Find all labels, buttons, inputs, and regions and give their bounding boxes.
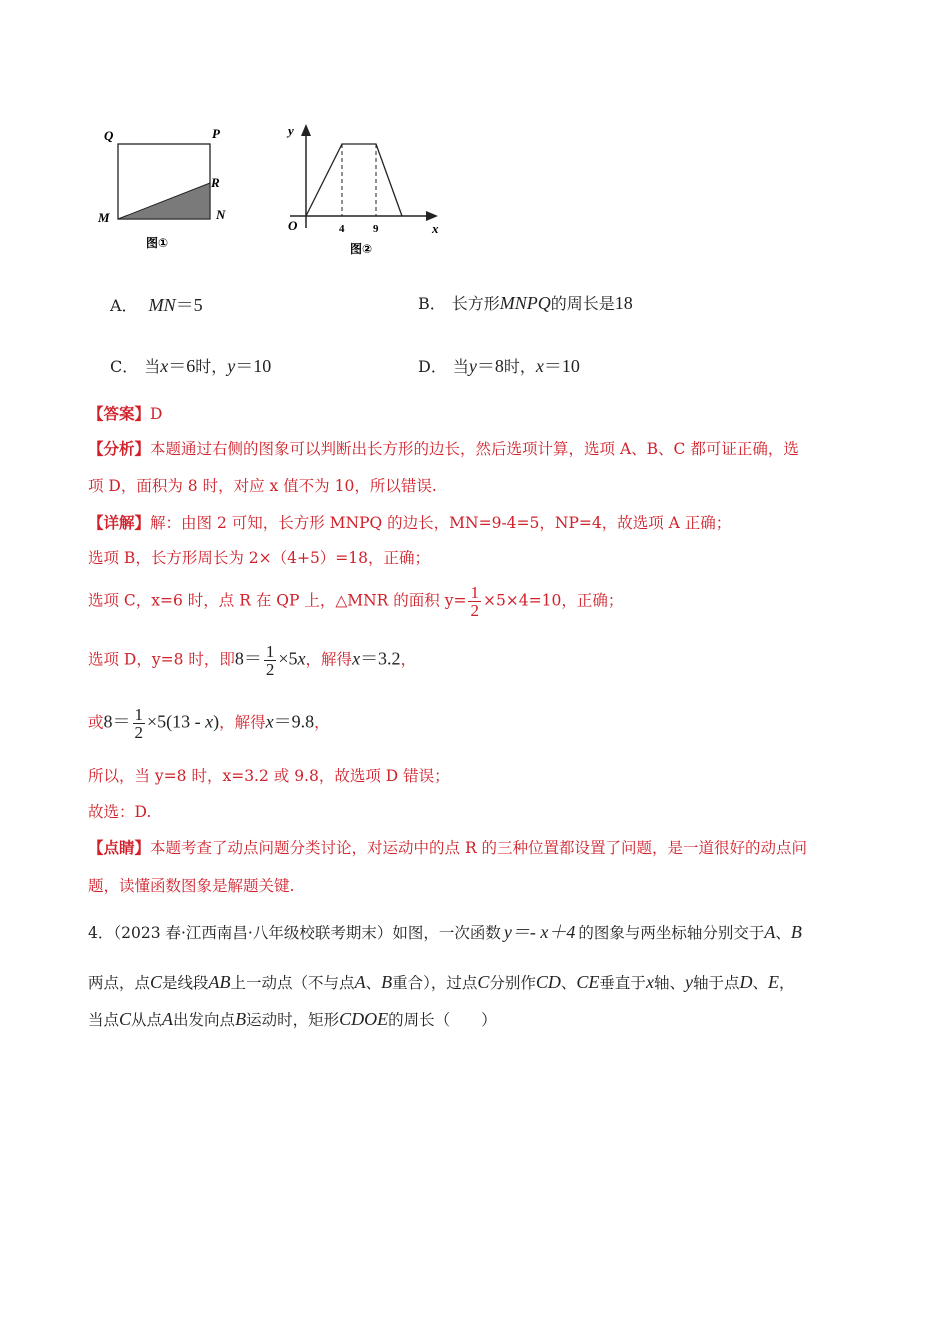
math-variable: C xyxy=(119,1009,132,1029)
analysis-line-1 xyxy=(88,437,799,459)
detail-line-4-eq: 8＝ xyxy=(234,648,262,669)
q4-function: y＝- x＋4 xyxy=(503,922,576,942)
math-variable: B xyxy=(235,1009,247,1029)
option-c-eq1: ＝ xyxy=(168,356,187,376)
detail-line-1 xyxy=(88,511,731,533)
option-c-v2: 10 xyxy=(253,356,272,376)
detail-tag: 【详解】 xyxy=(88,513,151,532)
text-segment: 重合），过点 xyxy=(392,974,478,992)
fraction-num: 1 xyxy=(470,583,479,602)
text-segment: 出发向点 xyxy=(173,1011,236,1029)
answer-tag: 【答案】 xyxy=(88,404,151,423)
option-d-eq2: ＝ xyxy=(543,356,562,376)
tick-9-label: 9 xyxy=(373,223,379,235)
fraction-den: 2 xyxy=(470,601,479,620)
detail-line-4-sol: ，解得 xyxy=(305,650,353,669)
detail-line-3-post: ×5×4=10，正确； xyxy=(482,591,624,610)
math-variable: A xyxy=(162,1009,174,1029)
fraction-num: 1 xyxy=(265,642,275,661)
analysis-line-2: 项 D，面积为 8 时，对应 x 值不为 10，所以错误. xyxy=(88,477,437,495)
q4-point-a: A xyxy=(764,922,776,942)
math-variable: CE xyxy=(576,972,600,992)
text-segment: 是线段 xyxy=(162,974,209,992)
fraction-half-1 xyxy=(468,584,481,619)
option-d-eq1: ＝ xyxy=(476,356,495,376)
figure-1-caption: 图① xyxy=(146,236,169,250)
option-d xyxy=(418,352,580,378)
detail-line-5-sol: ，解得 xyxy=(219,713,266,732)
option-a-letter: A． xyxy=(110,296,138,315)
analysis-text-1: 本题通过右侧的图象可以判断出长方形的边长，然后选项计算，选项 A、B、C 都可证正确，选 xyxy=(150,440,799,458)
text-segment: 运动时，矩形 xyxy=(246,1011,340,1029)
detail-line-6: 所以，当 y=8 时，x=3.2 或 9.8，故选项 D 错误； xyxy=(88,767,450,785)
analysis-tag: 【分析】 xyxy=(88,439,151,458)
text-segment: 、 xyxy=(560,974,577,992)
option-c-t1: 当 xyxy=(144,357,161,376)
text-segment: 当点 xyxy=(88,1011,120,1029)
detail-line-5-close: ) xyxy=(213,711,220,732)
option-c-v1: 6 xyxy=(186,356,196,376)
q4-line-1-post: 的图象与两坐标轴分别交于 xyxy=(578,924,765,942)
detail-line-3-pre: 选项 C，x=6 时，点 R 在 QP 上，△MNR 的面积 y= xyxy=(88,591,467,610)
option-a-val: 5 xyxy=(193,295,203,315)
option-b-pre: 长方形 xyxy=(451,294,500,313)
answer-line xyxy=(88,402,162,424)
figure-1 xyxy=(95,120,235,260)
detail-line-5-mid: ×5(13 - xyxy=(147,711,206,732)
option-d-letter: D． xyxy=(418,357,447,376)
option-d-v1: 8 xyxy=(494,356,504,376)
option-a-eq: ＝ xyxy=(175,295,194,315)
math-variable: y xyxy=(684,972,693,992)
label-n: N xyxy=(216,207,226,222)
fraction-num: 1 xyxy=(134,705,144,724)
option-d-t2: 时， xyxy=(503,357,536,376)
option-b xyxy=(418,291,633,314)
math-variable: C xyxy=(477,972,490,992)
origin-label: O xyxy=(288,218,298,233)
label-r: R xyxy=(211,175,220,190)
math-variable: AB xyxy=(208,972,231,992)
x-axis-arrow xyxy=(426,211,438,221)
text-segment: 轴于点 xyxy=(692,974,740,992)
option-b-post: 的周长是 xyxy=(550,294,615,313)
detail-line-4-end: ， xyxy=(400,650,417,669)
text-segment: 、 xyxy=(752,974,768,992)
option-c-eq2: ＝ xyxy=(235,356,254,376)
option-c-t2: 时， xyxy=(195,357,228,376)
option-b-name: MNPQ xyxy=(499,293,551,313)
tick-4-label: 4 xyxy=(339,223,345,235)
detail-line-7: 故选：D. xyxy=(88,803,152,821)
math-variable: CD xyxy=(535,972,561,992)
option-a-lhs: MN xyxy=(148,295,176,315)
detail-line-2: 选项 B，长方形周长为 2×（4+5）=18，正确； xyxy=(88,549,431,567)
math-variable: D xyxy=(739,972,753,992)
option-b-letter: B． xyxy=(418,294,446,313)
text-segment: 上一动点（不与点 xyxy=(230,974,355,992)
option-d-t1: 当 xyxy=(452,357,469,376)
detail-line-4 xyxy=(88,643,416,678)
option-d-y: y xyxy=(468,356,477,376)
detail-line-5-x: x xyxy=(205,711,214,732)
q4-line-1-pre: 4．（2023 春·江西南昌·八年级校联考期末）如图，一次函数 xyxy=(88,924,501,942)
comment-line-1 xyxy=(88,836,807,858)
fraction-den: 2 xyxy=(134,723,144,742)
detail-line-4-x2: x xyxy=(352,648,361,669)
option-c-letter: C． xyxy=(110,357,139,376)
math-variable: E xyxy=(767,972,779,992)
math-variable: x xyxy=(645,972,654,992)
text-segment: 分别作 xyxy=(489,974,536,992)
math-variable: B xyxy=(381,972,393,992)
q4-line-2 xyxy=(88,971,795,993)
comment-tag: 【点睛】 xyxy=(88,838,151,857)
label-q: Q xyxy=(104,128,114,143)
text-segment: 垂直于 xyxy=(599,974,646,992)
label-m: M xyxy=(98,210,110,225)
detail-line-5-x2: x xyxy=(265,711,274,732)
detail-line-5-eq: 8＝ xyxy=(103,711,131,732)
option-b-val: 18 xyxy=(614,293,633,313)
option-c xyxy=(110,352,271,378)
math-variable: CDOE xyxy=(339,1009,389,1029)
figure-2-caption: 图② xyxy=(350,242,373,256)
option-c-y: y xyxy=(227,356,236,376)
q4-line-1 xyxy=(88,918,802,944)
axis-y-label: y xyxy=(288,123,294,138)
q4-sep: 、 xyxy=(775,924,791,942)
y-axis-arrow xyxy=(301,124,311,136)
text-segment: 、 xyxy=(365,974,382,992)
detail-line-5-val: ＝9.8 xyxy=(273,711,315,732)
text-segment: ， xyxy=(778,974,795,992)
math-variable: C xyxy=(150,972,163,992)
detail-line-4-x: x xyxy=(297,648,306,669)
text-segment: 从点 xyxy=(131,1011,163,1029)
detail-line-3 xyxy=(88,584,623,619)
comment-text-1: 本题考查了动点问题分类讨论，对运动中的点 R 的三种位置都设置了问题，是一道很好的动点问 xyxy=(150,839,808,857)
axis-x-label: x xyxy=(432,221,439,236)
detail-line-4-mid: ×5 xyxy=(278,648,298,669)
detail-text-1: 解：由图 2 可知，长方形 MNPQ 的边长，MN=9-4=5，NP=4，故选项 A 正确； xyxy=(150,514,732,532)
math-variable: A xyxy=(354,972,366,992)
fraction-half-2 xyxy=(264,643,277,678)
option-d-x: x xyxy=(535,356,544,376)
text-segment: 的周长（ ） xyxy=(388,1011,497,1029)
detail-line-4-val: ＝3.2 xyxy=(360,648,401,669)
shaded-triangle xyxy=(118,183,210,219)
text-segment: 轴、 xyxy=(653,974,685,992)
fraction-half-3 xyxy=(133,706,146,741)
detail-line-5-end: ， xyxy=(314,713,330,732)
answer-text: D xyxy=(150,405,163,423)
detail-line-5-pre: 或 xyxy=(88,713,104,732)
q4-line-3 xyxy=(88,1008,497,1030)
fraction-den: 2 xyxy=(265,660,275,679)
q4-point-b: B xyxy=(790,922,802,942)
detail-line-5 xyxy=(88,706,330,741)
option-c-x: x xyxy=(160,356,169,376)
graph-line xyxy=(306,144,402,216)
text-segment: 两点，点 xyxy=(88,974,151,992)
label-p: P xyxy=(212,126,220,141)
detail-line-4-pre: 选项 D，y=8 时，即 xyxy=(88,650,235,669)
comment-line-2: 题，读懂函数图象是解题关键. xyxy=(88,877,295,895)
option-a xyxy=(110,291,203,317)
figure-2 xyxy=(280,120,450,260)
option-d-v2: 10 xyxy=(561,356,580,376)
